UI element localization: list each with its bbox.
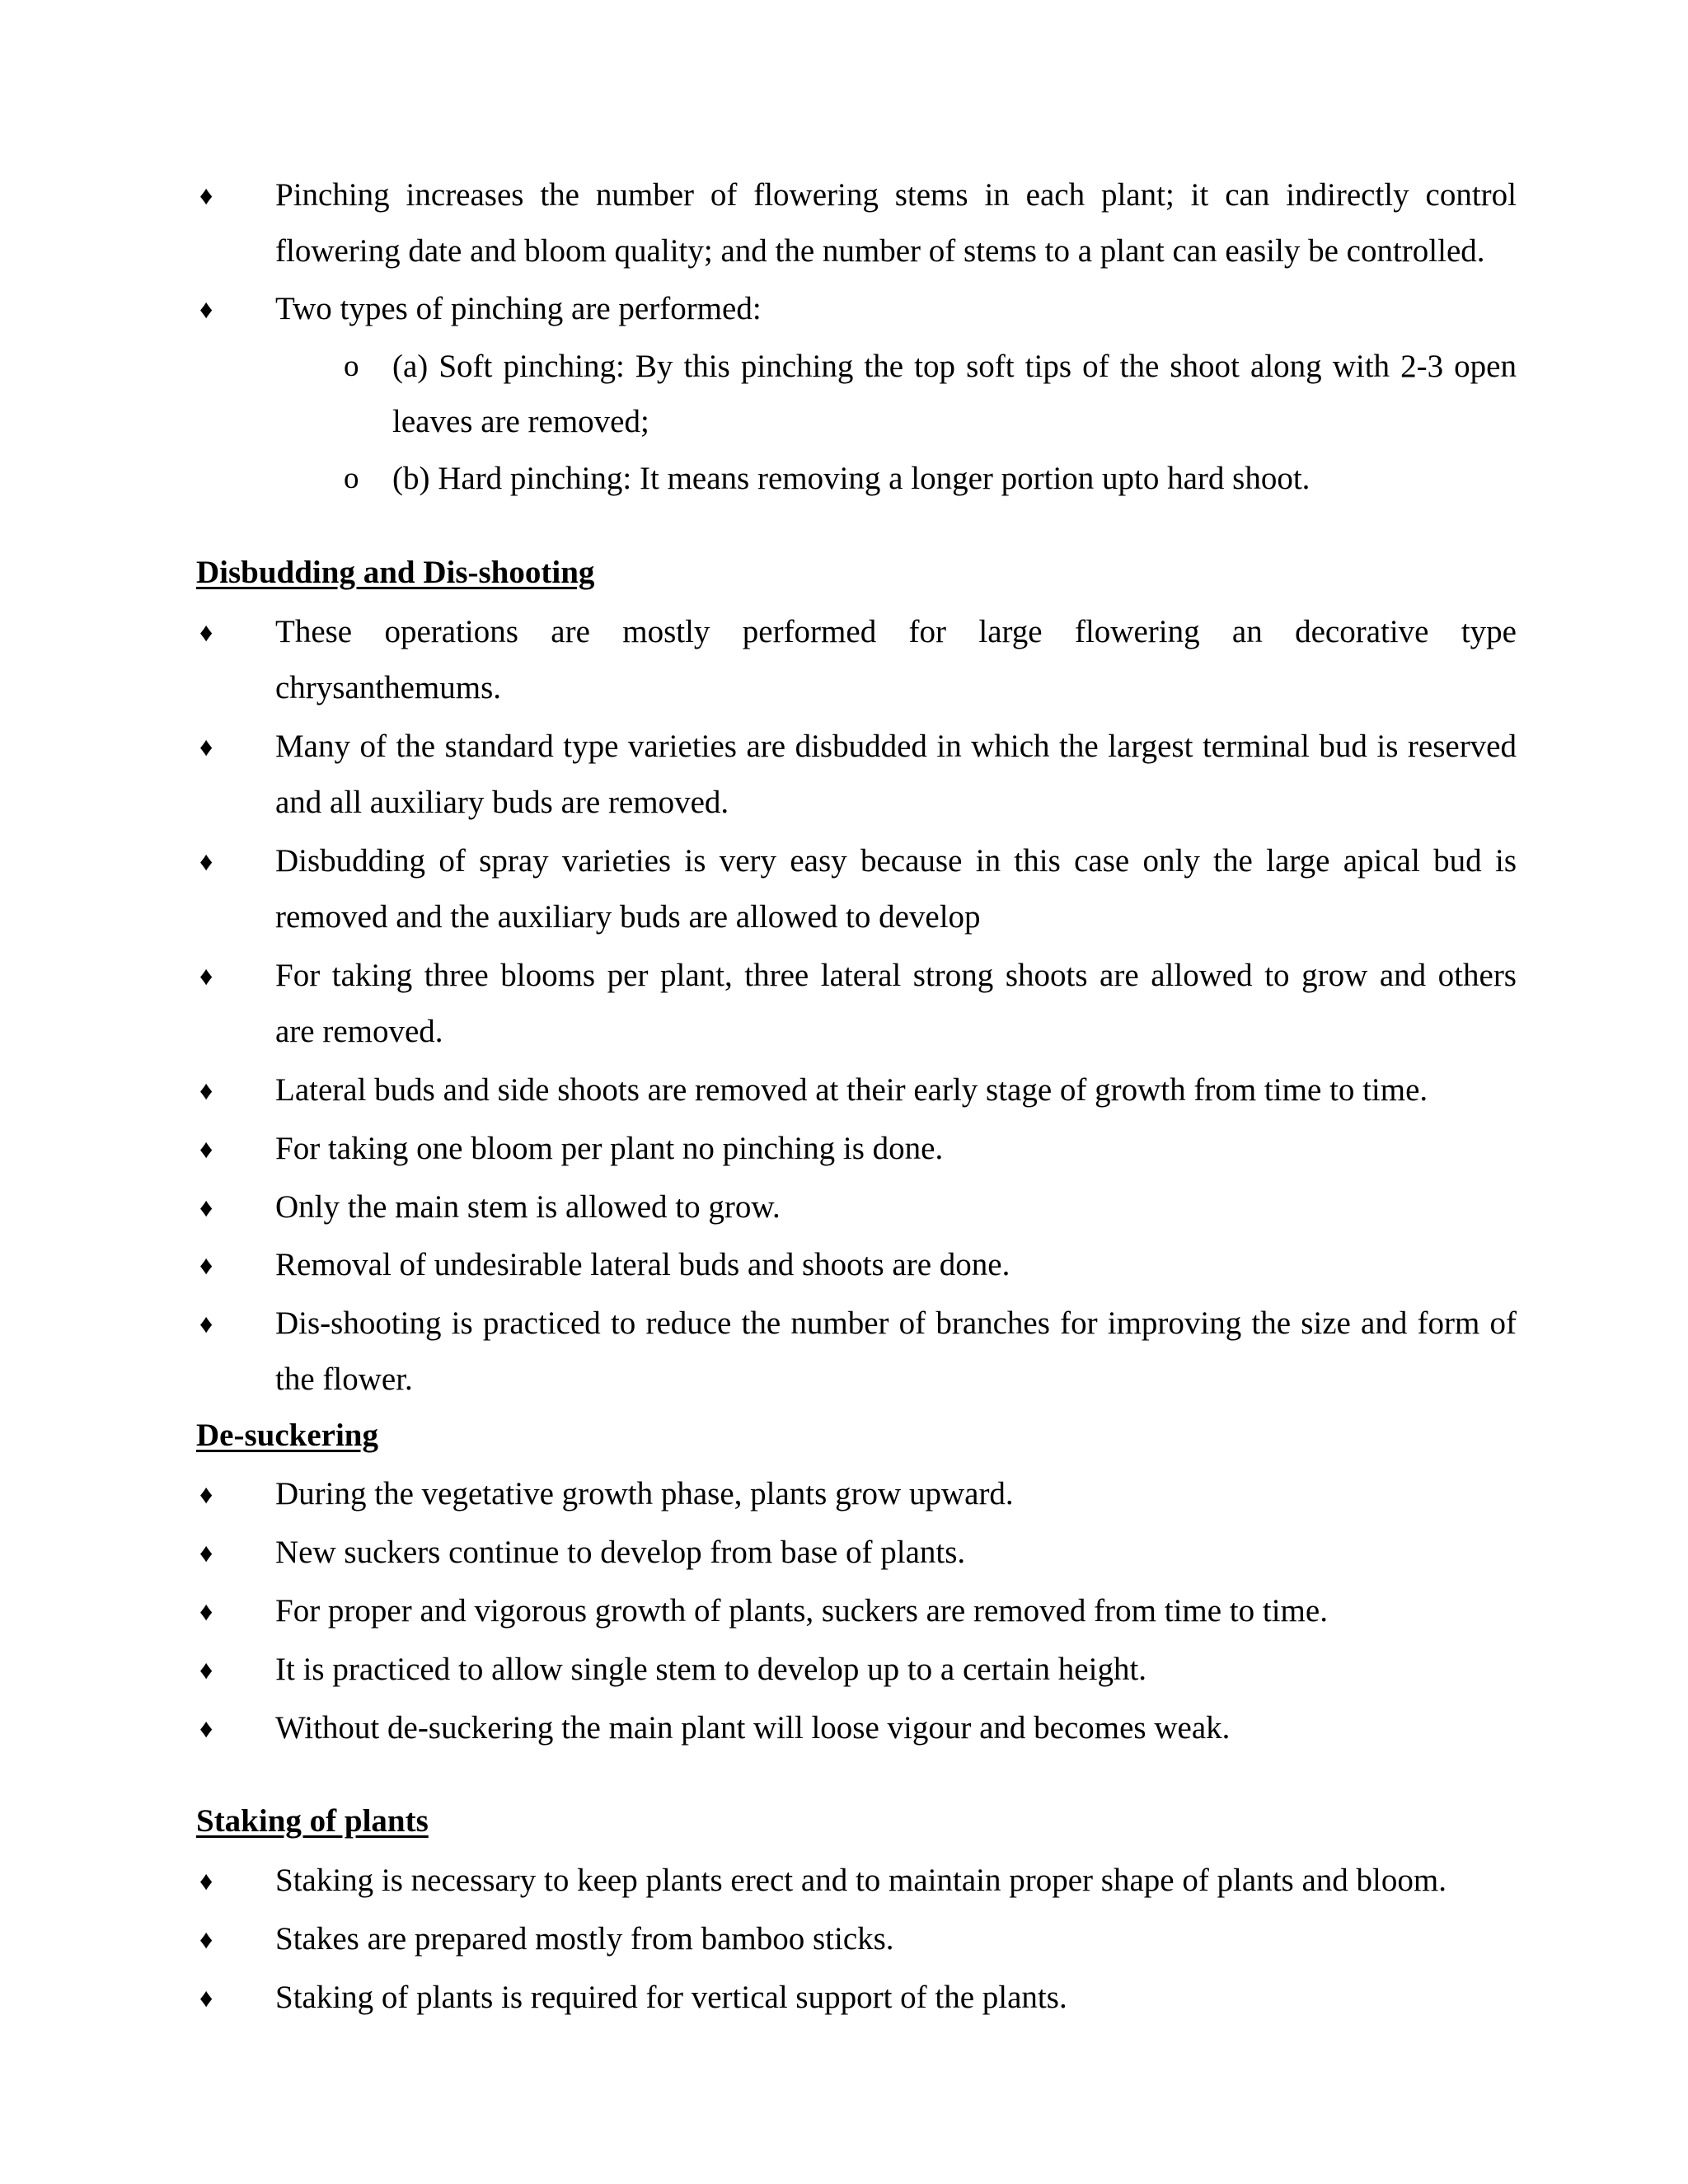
list-item-text: Pinching increases the number of flowering stems in each plant; it can indirectly control: [275, 177, 1517, 213]
section-heading: Disbudding and Dis-shooting: [196, 555, 595, 590]
list-item-text: For proper and vigorous growth of plants, suckers are removed from time to time.: [275, 1593, 1328, 1629]
list-item-text: It is practiced to allow single stem to develop up to a certain height.: [275, 1652, 1147, 1687]
diamond-bullet-icon: ♦: [199, 1596, 213, 1626]
diamond-bullet-icon: ♦: [199, 846, 213, 876]
diamond-bullet-icon: ♦: [199, 1250, 213, 1280]
list-item-text: Lateral buds and side shoots are removed at their early stage of growth from time to time.: [275, 1072, 1428, 1108]
list-item-text: For taking one bloom per plant no pinching is done.: [275, 1131, 944, 1166]
diamond-bullet-icon: ♦: [199, 1866, 213, 1896]
list-item-text: Only the main stem is allowed to grow.: [275, 1189, 781, 1225]
list-item-text: are removed.: [275, 1014, 443, 1049]
diamond-bullet-icon: ♦: [199, 961, 213, 991]
circle-bullet-icon: o: [344, 462, 359, 495]
diamond-bullet-icon: ♦: [199, 1655, 213, 1685]
list-item-text: Removal of undesirable lateral buds and shoots are done.: [275, 1247, 1010, 1282]
sub-list-item-text: leaves are removed;: [392, 404, 649, 439]
list-item-text: removed and the auxiliary buds are allowed to develop: [275, 899, 981, 935]
diamond-bullet-icon: ♦: [199, 1983, 213, 2013]
list-item-text: Many of the standard type varieties are disbudded in which the largest terminal bud is reserved: [275, 729, 1517, 764]
diamond-bullet-icon: ♦: [199, 732, 213, 762]
list-item-text: and all auxiliary buds are removed.: [275, 785, 729, 820]
diamond-bullet-icon: ♦: [199, 294, 213, 324]
section-heading: De-suckering: [196, 1418, 378, 1453]
diamond-bullet-icon: ♦: [199, 1713, 213, 1743]
list-item-text: Staking of plants is required for vertical support of the plants.: [275, 1980, 1067, 2015]
diamond-bullet-icon: ♦: [199, 1924, 213, 1954]
diamond-bullet-icon: ♦: [199, 1538, 213, 1568]
list-item-text: flowering date and bloom quality; and the number of stems to a plant can easily be controlled.: [275, 233, 1485, 269]
list-item-text: For taking three blooms per plant, three lateral strong shoots are allowed to grow and others: [275, 958, 1517, 993]
list-item-text: chrysanthemums.: [275, 670, 502, 705]
sub-list-item-text: (a) Soft pinching: By this pinching the top soft tips of the shoot along with 2-3 open: [392, 349, 1517, 384]
list-item-text: Disbudding of spray varieties is very easy because in this case only the large apical bud is: [275, 843, 1517, 879]
diamond-bullet-icon: ♦: [199, 1309, 213, 1338]
list-item-text: Staking is necessary to keep plants erect and to maintain proper shape of plants and bloom.: [275, 1863, 1447, 1898]
diamond-bullet-icon: ♦: [199, 180, 213, 210]
list-item-text: Without de-suckering the main plant will loose vigour and becomes weak.: [275, 1710, 1231, 1746]
diamond-bullet-icon: ♦: [199, 1479, 213, 1509]
list-item-text: the flower.: [275, 1361, 413, 1397]
section-heading: Staking of plants: [196, 1803, 429, 1839]
list-item-text: Dis-shooting is practiced to reduce the number of branches for improving the size and form of: [275, 1305, 1517, 1341]
list-item-text: Two types of pinching are performed:: [275, 291, 762, 326]
list-item-text: New suckers continue to develop from base of plants.: [275, 1535, 966, 1570]
list-item-text: Stakes are prepared mostly from bamboo sticks.: [275, 1921, 894, 1957]
diamond-bullet-icon: ♦: [199, 1193, 213, 1222]
circle-bullet-icon: o: [344, 349, 359, 383]
list-item-text: These operations are mostly performed for large flowering an decorative type: [275, 614, 1517, 649]
list-item-text: During the vegetative growth phase, plants grow upward.: [275, 1476, 1014, 1511]
diamond-bullet-icon: ♦: [199, 1134, 213, 1164]
diamond-bullet-icon: ♦: [199, 1076, 213, 1105]
diamond-bullet-icon: ♦: [199, 617, 213, 647]
sub-list-item-text: (b) Hard pinching: It means removing a longer portion upto hard shoot.: [392, 461, 1311, 496]
